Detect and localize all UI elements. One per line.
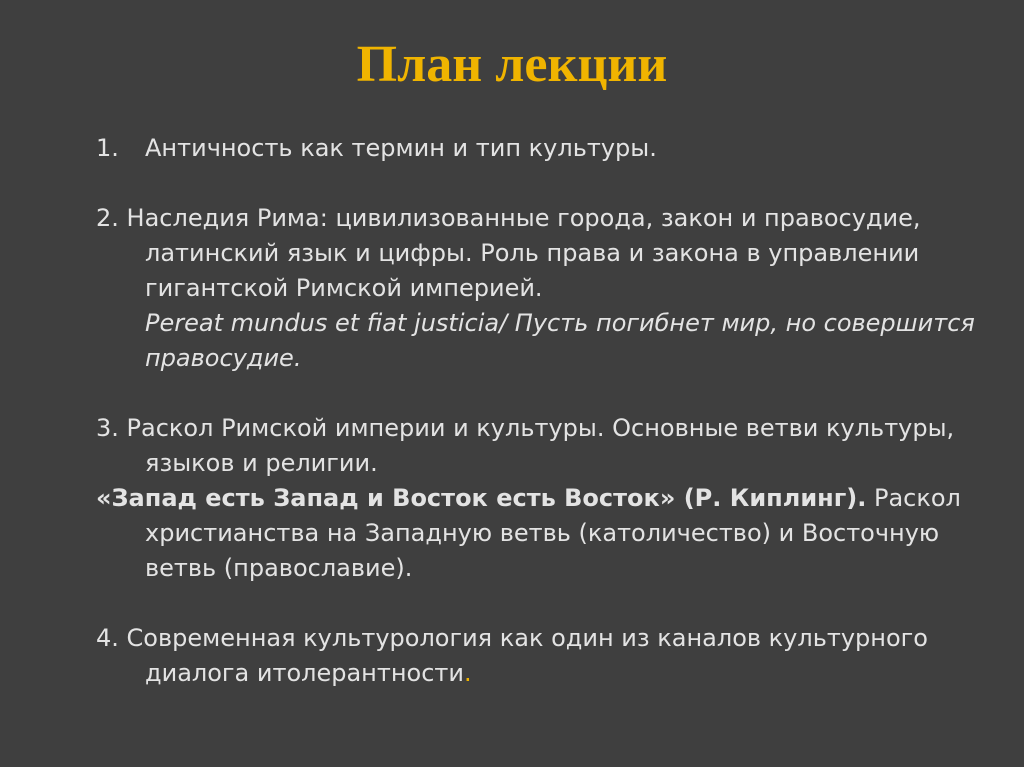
item-italic-quote: Pereat mundus et fiat justicia/ Пусть погибнет мир, но совершится правосудие.: [145, 309, 975, 372]
item-text: Современная культурология как один из каналов культурного диалога итолерантности: [126, 624, 928, 687]
item-number: 1.: [96, 134, 119, 162]
item-number: 4.: [96, 624, 119, 652]
item-continuation: Раскол христианства на Западную ветвь (католичество) и Восточную ветвь (православие).: [145, 484, 961, 582]
trailing-dot: .: [464, 659, 472, 687]
spacer: [96, 376, 1016, 411]
item-number: 3.: [96, 414, 119, 442]
list-item-1: [96, 131, 1016, 166]
spacer: [96, 586, 1016, 621]
item-text: Наследия Рима: цивилизованные города, закон и правосудие, латинский язык и цифры. Роль права и закона в управлении гигантской Римской империей.: [126, 204, 921, 302]
list-item-3-quote: [96, 481, 1016, 586]
item-number: 2.: [96, 204, 119, 232]
list-item-4: [96, 621, 1016, 691]
slide-title: План лекции: [356, 36, 668, 93]
item-text: Античность как термин и тип культуры.: [145, 134, 657, 162]
item-text: Раскол Римской империи и культуры. Основные ветви культуры, языков и религии.: [126, 414, 955, 477]
item-bold-quote: «Запад есть Запад и Восток есть Восток» (Р. Киплинг).: [96, 484, 867, 512]
list-item-3: [96, 411, 1016, 481]
list-item-2: [96, 201, 1016, 376]
slide-body: [96, 131, 1016, 691]
spacer: [96, 166, 1016, 201]
